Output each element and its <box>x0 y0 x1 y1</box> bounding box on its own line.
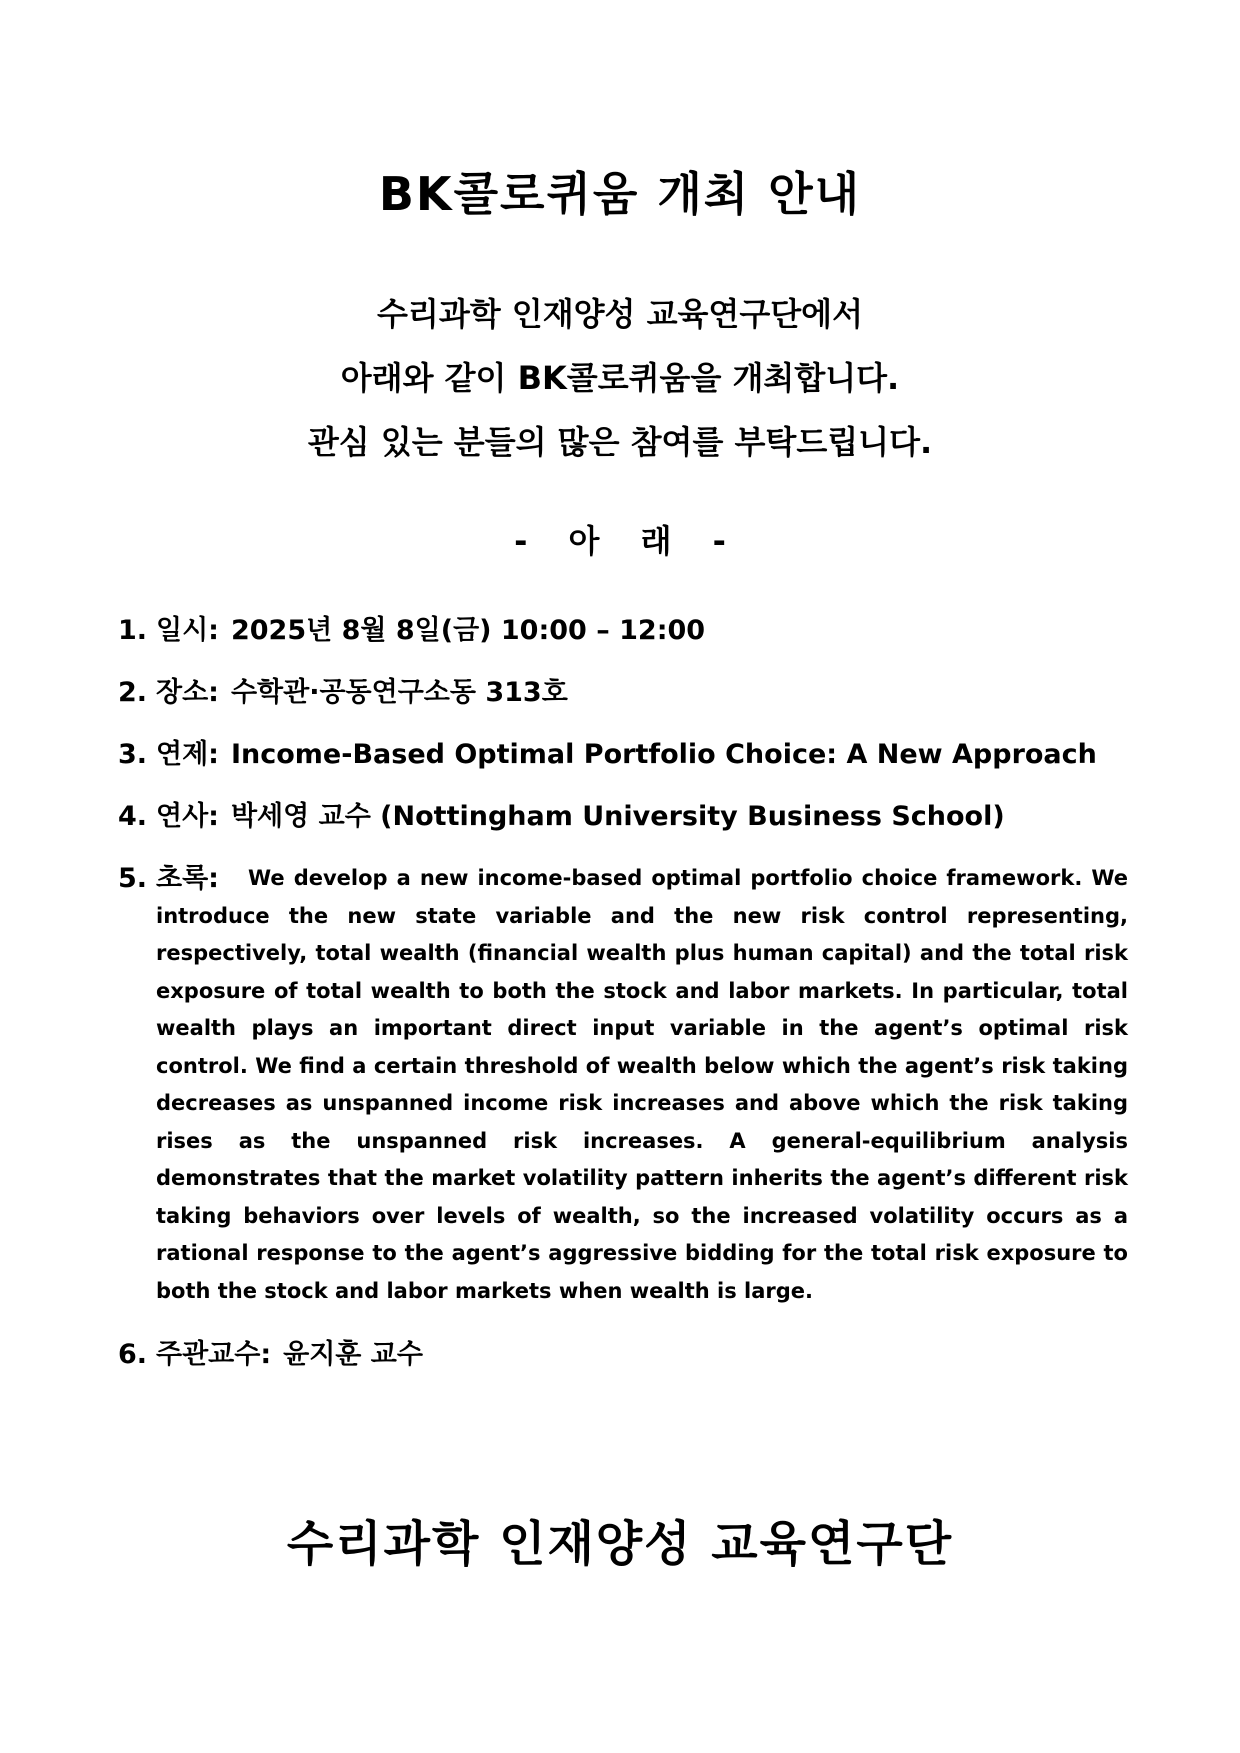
intro-paragraph <box>0 282 1240 474</box>
item-number: 6. <box>118 1339 148 1370</box>
item-label: 주관교수: <box>156 1339 272 1370</box>
item-place <box>118 674 1128 712</box>
item-abstract <box>118 860 1128 1310</box>
item-date <box>118 612 1128 650</box>
item-label: 장소: <box>156 677 219 708</box>
item-label: 일시: <box>156 615 219 646</box>
item-label: 연사: <box>156 801 219 832</box>
item-number: 4. <box>118 801 148 832</box>
intro-line-1: 수리과학 인재양성 교육연구단에서 <box>377 295 863 333</box>
intro-line-2: 아래와 같이 BK콜로퀴움을 개최합니다. <box>340 359 900 397</box>
place-value: 수학관·공동연구소동 313호 <box>230 677 568 708</box>
details-list <box>118 612 1128 1398</box>
item-number: 3. <box>118 739 148 770</box>
item-number: 2. <box>118 677 148 708</box>
host-value: 윤지훈 교수 <box>283 1339 423 1370</box>
page-title: BK콜로퀴움 개최 안내 <box>378 167 862 221</box>
item-number: 1. <box>118 615 148 646</box>
date-value: 2025년 8월 8일(금) 10:00 – 12:00 <box>230 615 706 646</box>
item-number: 5. <box>118 863 148 894</box>
speaker-value: 박세영 교수 (Nottingham University Business School) <box>230 801 1005 832</box>
item-host <box>118 1336 1128 1374</box>
notice-heading: - 아 래 - <box>514 522 726 560</box>
intro-line-3: 관심 있는 분들의 많은 참여를 부탁드립니다. <box>307 423 933 461</box>
item-speaker <box>118 798 1128 836</box>
abstract-text: We develop a new income-based optimal portfolio choice framework. We introduce the new state variable and the new risk control representing, respectively, total wealth (financial wealth plus human capital) and the total risk exposure of total wealth to both the stock and labor markets. In particular, total wealth plays an important direct input variable in the agent’s optimal risk control. We find a certain threshold of wealth below which the agent’s risk taking decreases as unspanned income risk increases and above which the risk taking rises as the unspanned risk increases. A general-equilibrium analysis demonstrates that the market volatility pattern inherits the agent’s different risk taking behaviors over levels of wealth, so the increased volatility occurs as a rational response to the agent’s aggressive bidding for the total risk exposure to both the stock and labor markets when wealth is large. <box>156 866 1128 1303</box>
topic-value: Income-Based Optimal Portfolio Choice: A New Approach <box>230 739 1097 770</box>
organization-footer: 수리과학 인재양성 교육연구단 <box>286 1516 954 1572</box>
item-topic <box>118 736 1128 774</box>
item-label: 초록: <box>156 863 219 894</box>
item-label: 연제: <box>156 739 219 770</box>
